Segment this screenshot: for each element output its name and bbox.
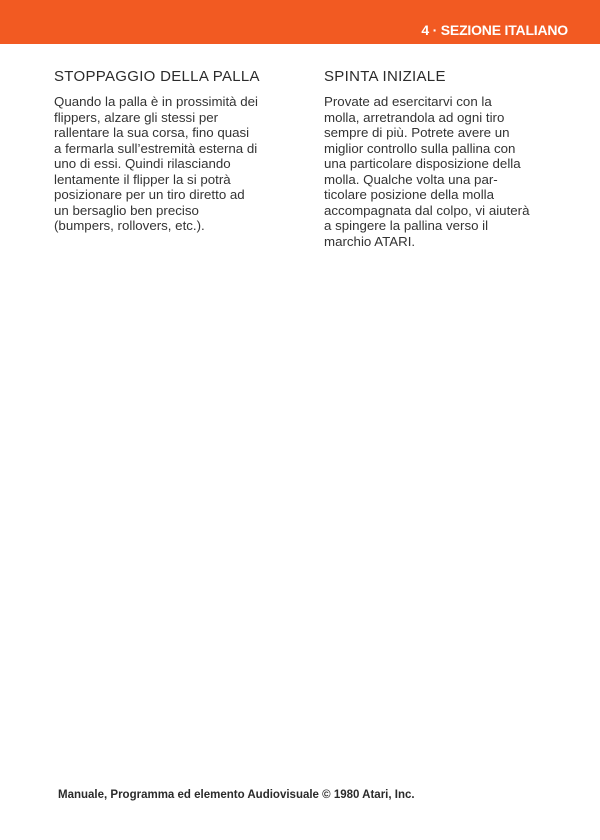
section-label: 4 · SEZIONE ITALIANO [421,22,568,38]
paragraph-line: flippers, alzare gli stessi per [54,109,219,125]
right-heading: SPINTA INIZIALE [324,68,446,85]
copyright-footer: Manuale, Programma ed elemento Audiovisuale © 1980 Atari, Inc. [58,789,415,801]
paragraph-line: sempre di più. Potrete avere un [324,125,510,140]
paragraph-line: molla, arretrandola ad ogni tiro [324,109,505,125]
paragraph-line: marchio ATARI. [324,233,416,249]
paragraph-line: lentamente il flipper la si potrà [54,171,231,187]
left-heading: STOPPAGGIO DELLA PALLA [54,68,260,85]
paragraph-line: a fermarla sull’estremità esterna di [54,140,258,156]
paragraph-line: accompagnata dal colpo, vi aiuterà [324,202,530,218]
paragraph-line: una particolare disposizione della [324,156,521,171]
paragraph-line: ticolare posizione della molla [324,187,494,202]
paragraph-line: miglior controllo sulla pallina con [324,140,516,156]
right-column [324,68,556,249]
paragraph-line: un bersaglio ben preciso [54,202,199,218]
right-paragraph [324,94,556,249]
paragraph-line: posizionare per un tiro diretto ad [54,187,245,202]
paragraph-line: Provate ad esercitarvi con la [324,94,492,109]
paragraph-line: molla. Qualche volta una par- [324,171,498,187]
paragraph-line: rallentare la sua corsa, fino quasi [54,125,250,140]
paragraph-line: (bumpers, rollovers, etc.). [54,218,205,233]
left-paragraph [54,94,294,234]
section-header-band [0,0,600,44]
paragraph-line: Quando la palla è in prossimità dei [54,94,259,109]
paragraph-line: a spingere la pallina verso il [324,218,489,233]
paragraph-line: uno di essi. Quindi rilasciando [54,156,231,171]
left-column [54,68,294,234]
